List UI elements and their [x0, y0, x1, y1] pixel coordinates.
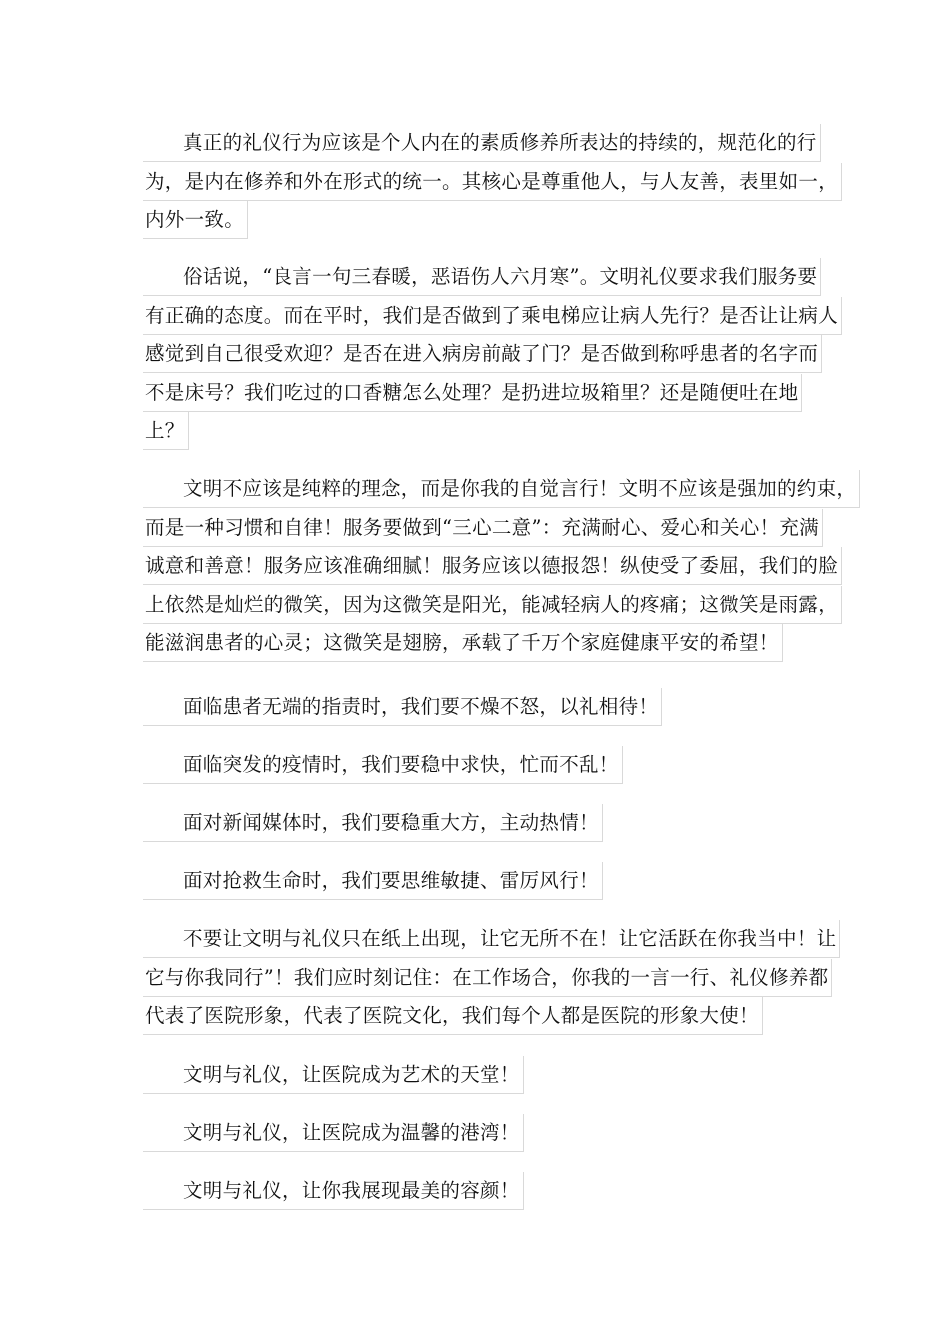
text-line: 面对新闻媒体时，我们要稳重大方，主动热情！: [143, 804, 603, 842]
text-line: 内外一致。: [143, 201, 248, 239]
paragraph-hospital-image: [143, 920, 840, 1036]
paragraph-civility-habit: [143, 470, 860, 663]
text-line: 面对抢救生命时，我们要思维敏捷、雷厉风行！: [143, 862, 603, 900]
text-line: 而是一种习惯和自律！服务要做到“三心二意”：充满耐心、爱心和关心！充满: [143, 509, 823, 547]
text-line: 它与你我同行”！我们应时刻记住：在工作场合，你我的一言一行、礼仪修养都: [143, 959, 832, 997]
text-line: 不要让文明与礼仪只在纸上出现，让它无所不在！让它活跃在你我当中！让: [143, 920, 840, 958]
text-line: 文明与礼仪，让医院成为温馨的港湾！: [143, 1114, 524, 1152]
paragraph-facing-patients: [143, 688, 662, 727]
text-line: 能滋润患者的心灵；这微笑是翅膀，承载了千万个家庭健康平安的希望！: [143, 624, 783, 662]
text-line: 面临突发的疫情时，我们要稳中求快，忙而不乱！: [143, 746, 623, 784]
paragraph-facing-rescue: [143, 862, 603, 901]
paragraph-slogan-beauty: [143, 1172, 524, 1211]
text-line: 俗话说，“良言一句三春暖，恶语伤人六月寒”。文明礼仪要求我们服务要: [143, 258, 821, 296]
paragraph-slogan-art: [143, 1056, 524, 1095]
text-line: 上？: [143, 412, 189, 450]
text-line: 文明与礼仪，让医院成为艺术的天堂！: [143, 1056, 524, 1094]
text-line: 真正的礼仪行为应该是个人内在的素质修养所表达的持续的，规范化的行: [143, 124, 821, 162]
text-line: 代表了医院形象，代表了医院文化，我们每个人都是医院的形象大使！: [143, 997, 763, 1035]
text-line: 文明不应该是纯粹的理念，而是你我的自觉言行！文明不应该是强加的约束，: [143, 470, 860, 508]
text-line: 感觉到自己很受欢迎？是否在进入病房前敲了门？是否做到称呼患者的名字而: [143, 335, 822, 373]
paragraph-facing-epidemic: [143, 746, 623, 785]
text-line: 文明与礼仪，让你我展现最美的容颜！: [143, 1172, 524, 1210]
text-line: 有正确的态度。而在平时，我们是否做到了乘电梯应让病人先行？是否让让病人: [143, 297, 842, 335]
paragraph-proverb-service: [143, 258, 842, 451]
paragraph-slogan-harbor: [143, 1114, 524, 1153]
paragraph-etiquette-definition: [143, 124, 842, 240]
text-line: 为，是内在修养和外在形式的统一。其核心是尊重他人，与人友善，表里如一，: [143, 163, 842, 201]
paragraph-facing-media: [143, 804, 603, 843]
text-line: 上依然是灿烂的微笑，因为这微笑是阳光，能减轻病人的疼痛；这微笑是雨露，: [143, 586, 842, 624]
text-line: 诚意和善意！服务应该准确细腻！服务应该以德报怨！纵使受了委屈，我们的脸: [143, 547, 842, 585]
text-line: 面临患者无端的指责时，我们要不燥不怒，以礼相待！: [143, 688, 662, 726]
text-line: 不是床号？我们吃过的口香糖怎么处理？是扔进垃圾箱里？还是随便吐在地: [143, 374, 802, 412]
